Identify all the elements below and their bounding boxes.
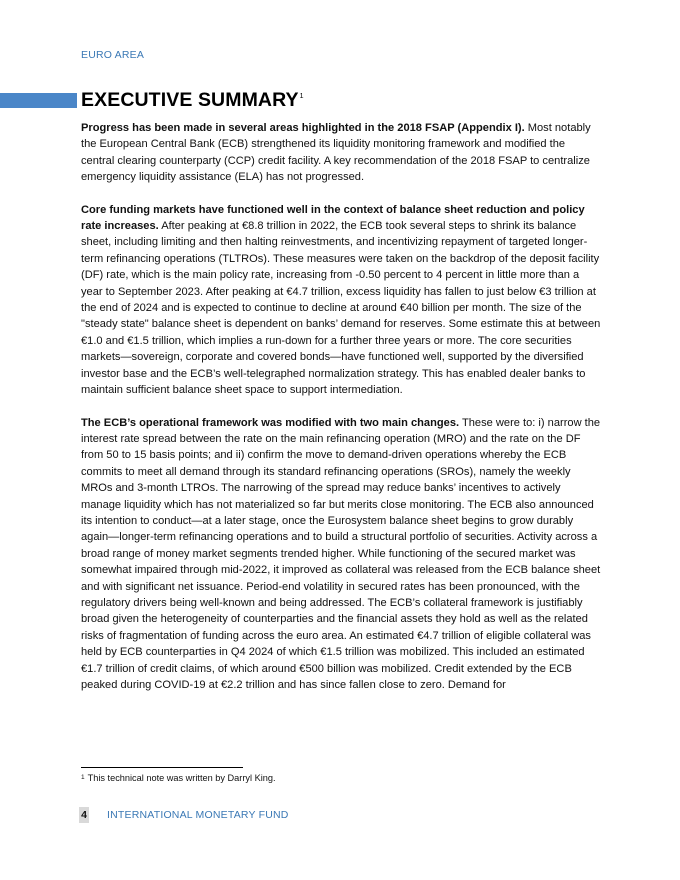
footnote-divider: [81, 767, 243, 768]
page-number: 4: [79, 807, 89, 823]
paragraph-fsap-progress: [81, 120, 601, 186]
page-title: [81, 89, 304, 112]
paragraph-lead: Core funding markets have functioned well in the context of balance sheet reduction and policy rate increases.: [81, 203, 585, 233]
title-accent-bar: [0, 93, 77, 108]
footnote-text: This technical note was written by Darryl King.: [87, 773, 276, 783]
paragraph-lead: The ECB’s operational framework was modified with two main changes.: [81, 416, 460, 429]
paragraph-body: Most notably the European Central Bank (ECB) strengthened its liquidity monitoring framework and modified the central clearing counterparty (CCP) credit facility. A key recommendation of the 2018 FSAP to centralize emergency liquidity assistance (ELA) has not progressed.: [81, 122, 591, 184]
running-header: EURO AREA: [81, 49, 145, 61]
footnote: [81, 773, 276, 783]
paragraph-body: These were to: i) narrow the interest rate spread between the rate on the main refinancing operation (MRO) and the rate on the DF from 50 to 15 basis points; and ii) confirm the move to demand-driven operations whereby the ECB commits to meet all demand through its standard refinancing operations (SROs), namely the weekly MROs and 3-month LTROs. The narrowing of the spread may reduce banks’ incentives to actively manage liquidity which has not materialized so far but merits close monitoring. The ECB also announced its intention to conduct—at a later stage, once the Eurosystem balance sheet begins to grow durably again—longer-term refinancing operations and to build a structural portfolio of securities. Activity across a broad range of money market segments trended higher. While functioning of the secured market was somewhat impaired through mid-2022, it improved as collateral was released from the ECB balance sheet and with significant net issuance. Period-end volatility in secured rates has been pronounced, with the regulatory drivers being well-known and being addressed. The ECB’s collateral framework is justifiably broad given the heterogeneity of counterparties and the financial assets they hold as well as the related risks of fragmentation of funding across the euro area. An estimated €4.7 trillion of eligible collateral was held by ECB counterparties in Q4 2024 of which €1.5 trillion was mobilized. This included an estimated €1.7 trillion of credit claims, of which around €500 billion was mobilized. Credit extended by the ECB peaked during COVID-19 at €2.2 trillion and has since fallen close to zero. Demand for: [81, 416, 601, 691]
paragraph-body: After peaking at €8.8 trillion in 2022, the ECB took several steps to shrink its balance sheet, including limiting and then halting reinvestments, and incentivizing repayment of targeted longer-term refinancing operations (TLTROs). These measures were taken on the backdrop of the deposit facility (DF) rate, which is the main policy rate, increasing from -0.50 percent to 4 percent in little more than a year to September 2023. After peaking at €4.7 trillion, excess liquidity has fallen to just below €3 trillion at the end of 2024 and is expected to continue to decline at around €40 billion per month. The size of the "steady state" balance sheet is dependent on banks’ demand for reserves. Some estimate this at between €1.0 and €1.5 trillion, which implies a run-down for a further three years or more. The core securities markets—sovereign, corporate and covered bonds—have functioned well, supported by the diversified investor base and the ECB’s well-telegraphed normalization strategy. This has enabled dealer banks to maintain sufficient balance sheet space to support intermediation.: [81, 220, 601, 397]
page-title-text: EXECUTIVE SUMMARY: [81, 89, 299, 111]
title-footnote-ref: 1: [299, 93, 304, 100]
footnote-number: 1: [81, 774, 85, 781]
paragraph-operational-framework: [81, 415, 601, 694]
footer-publisher: INTERNATIONAL MONETARY FUND: [107, 809, 289, 821]
paragraph-core-funding: [81, 202, 601, 399]
body-text: [81, 120, 601, 709]
paragraph-lead: Progress has been made in several areas highlighted in the 2018 FSAP (Appendix I).: [81, 122, 525, 134]
